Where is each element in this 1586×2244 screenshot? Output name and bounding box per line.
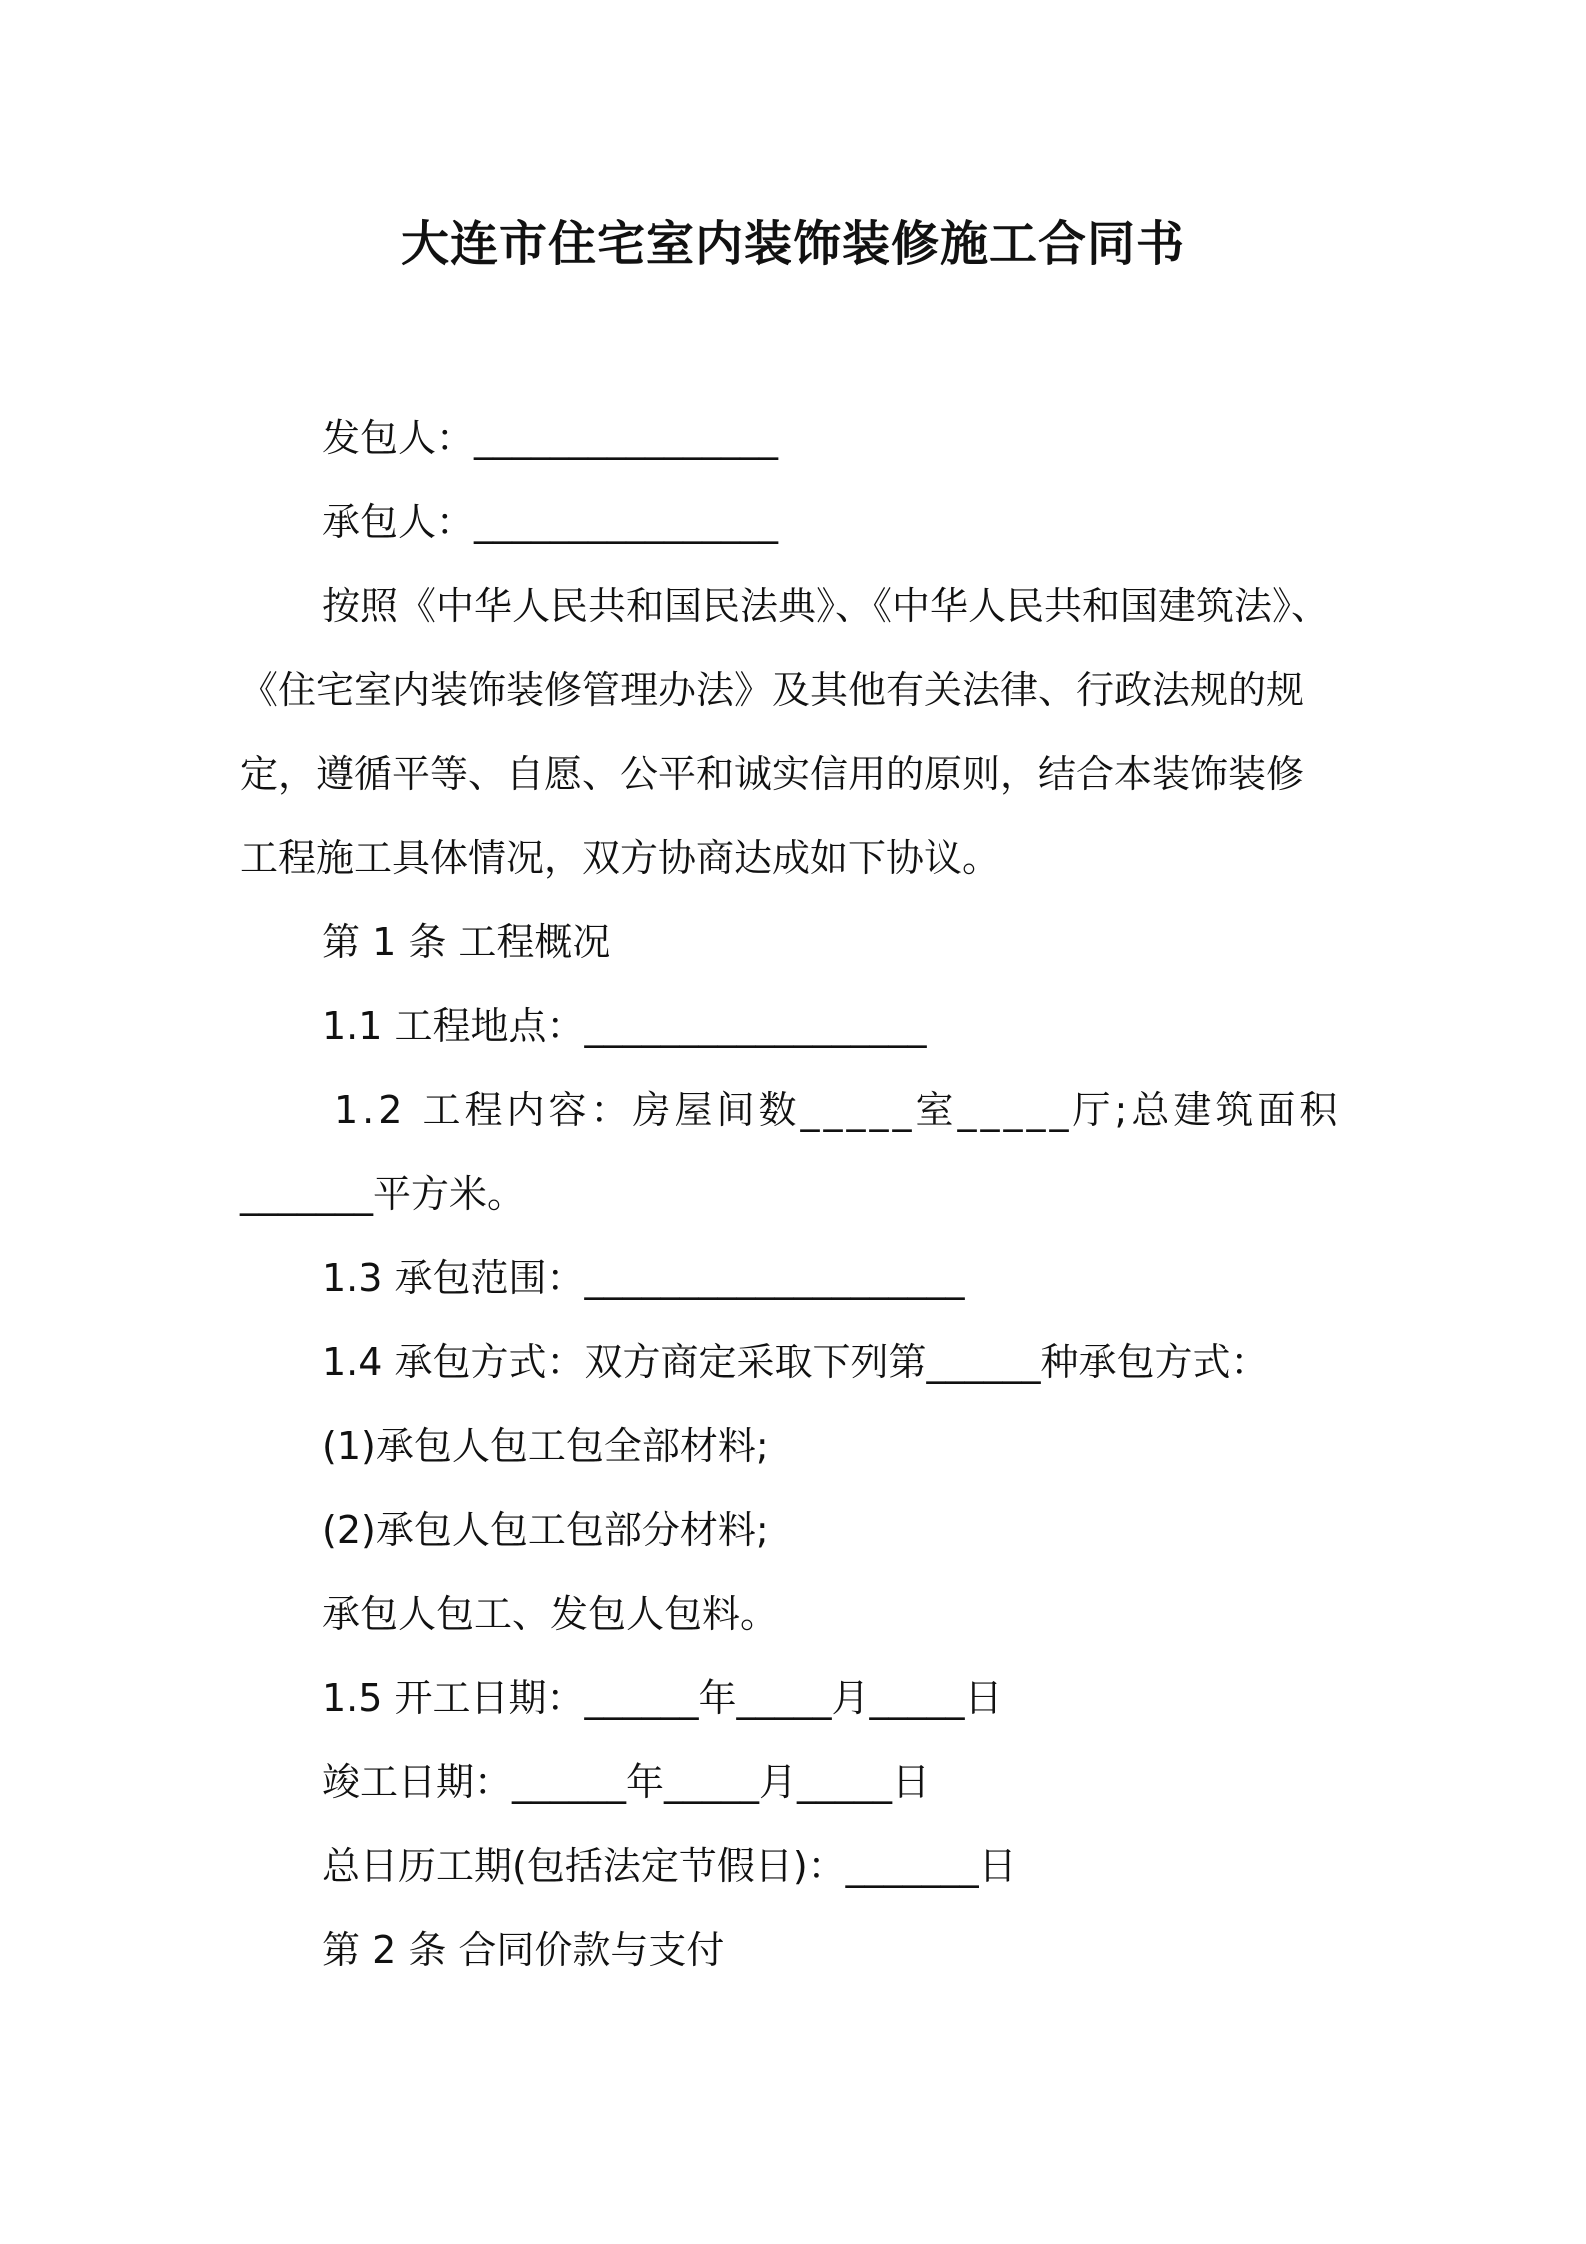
item-1-2-content-line-2: _______平方米。 (240, 1172, 526, 1216)
option-3: 承包人包工、发包人包料。 (322, 1592, 779, 1636)
article-2-heading: 第 2 条 合同价款与支付 (322, 1928, 725, 1972)
party-b-label: 承包人： (322, 500, 475, 544)
total-calendar-days: 总日历工期(包括法定节假日)：_______日 (322, 1844, 1017, 1888)
article-1-heading: 第 1 条 工程概况 (322, 920, 611, 964)
preamble-line-1: 按照《中华人民共和国民法典》、《中华人民共和国建筑法》、 (322, 584, 1330, 628)
item-1-5-start-date: 1.5 开工日期：______年_____月_____日 (322, 1676, 1003, 1720)
preamble-line-3: 定，遵循平等、自愿、公平和诚实信用的原则，结合本装饰装修 (240, 752, 1305, 796)
item-1-1-location: 1.1 工程地点：__________________ (322, 1004, 927, 1048)
party-a-label: 发包人： (322, 416, 475, 460)
document-title: 大连市住宅室内装饰装修施工合同书 (400, 216, 1185, 272)
item-1-2-content-line-1: 1.2 工程内容：房屋间数_____室_____厅;总建筑面积 (334, 1088, 1342, 1132)
party-b-blank: ________________ (474, 500, 779, 544)
party-a-blank: ________________ (474, 416, 779, 460)
option-2: (2)承包人包工包部分材料; (322, 1508, 769, 1552)
item-1-4-method: 1.4 承包方式：双方商定采取下列第______种承包方式： (322, 1340, 1269, 1384)
completion-date: 竣工日期：______年_____月_____日 (322, 1760, 931, 1804)
party-b-line (322, 494, 778, 550)
party-a-line (322, 410, 778, 466)
preamble-line-2: 《住宅室内装饰装修管理办法》及其他有关法律、行政法规的规 (240, 668, 1305, 712)
option-1: (1)承包人包工包全部材料; (322, 1424, 769, 1468)
preamble-line-4: 工程施工具体情况，双方协商达成如下协议。 (240, 836, 1001, 880)
item-1-3-scope: 1.3 承包范围：____________________ (322, 1256, 965, 1300)
